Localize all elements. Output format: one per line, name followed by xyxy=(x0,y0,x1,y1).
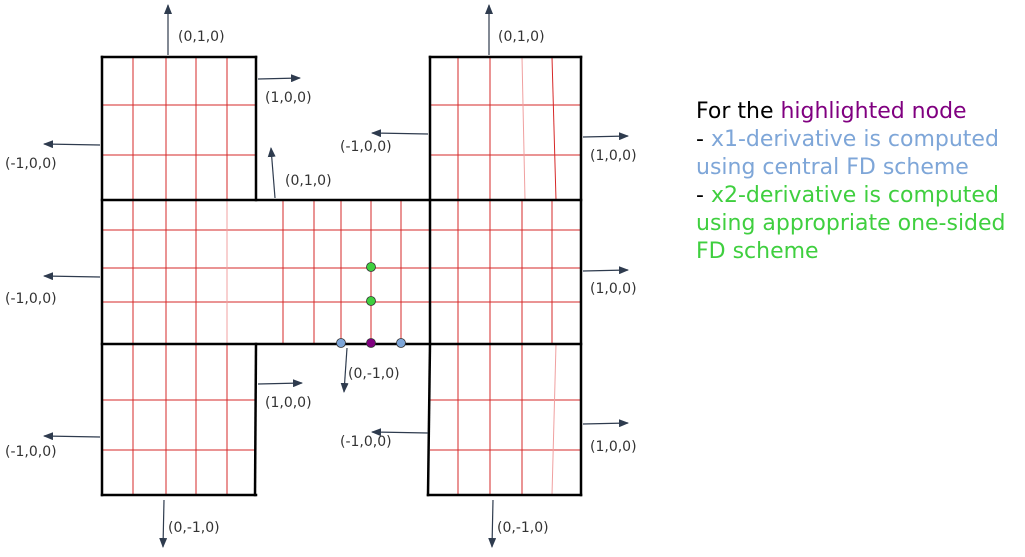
block-middle-right-grid xyxy=(430,200,581,344)
label-up-top-right: (0,1,0) xyxy=(498,29,545,45)
arrow-left-middle-left xyxy=(44,276,100,277)
block-bottom-left-grid xyxy=(102,344,256,495)
label-left-top-right: (-1,0,0) xyxy=(340,139,392,155)
label-right-bottom-left: (1,0,0) xyxy=(265,395,312,411)
label-right-bottom-right: (1,0,0) xyxy=(590,439,637,455)
arrow-left-top-left xyxy=(44,144,100,145)
node-central-left xyxy=(337,339,346,348)
label-left-middle-left: (-1,0,0) xyxy=(5,291,57,307)
legend-x1-line xyxy=(696,126,1021,182)
block-bottom-right-grid xyxy=(430,344,581,495)
border-left-inner-bottom xyxy=(255,344,256,495)
arrow-down-center xyxy=(344,348,347,392)
legend-dash-1: - xyxy=(696,127,711,152)
label-left-bottom-left: (-1,0,0) xyxy=(5,444,57,460)
node-one-sided-upper xyxy=(367,263,376,272)
arrow-right-bottom-left xyxy=(258,383,302,384)
legend-title-prefix: For the xyxy=(696,99,781,124)
arrow-right-top-left xyxy=(258,78,300,79)
label-down-bottom-left: (0,-1,0) xyxy=(168,520,220,536)
arrow-left-top-right xyxy=(372,133,428,134)
block-top-right-grid xyxy=(430,57,581,200)
arrow-right-middle-right xyxy=(583,270,628,271)
block-middle-left-grid xyxy=(102,200,256,344)
arrow-left-bottom-right xyxy=(372,432,428,433)
arrow-up-center xyxy=(271,148,275,198)
arrow-down-bottom-right xyxy=(492,500,493,547)
legend-highlighted-node: highlighted node xyxy=(780,99,967,124)
legend-x1-text: x1-derivative is computed using central FD scheme xyxy=(696,127,999,180)
legend-title xyxy=(696,98,1021,126)
arrow-left-bottom-left xyxy=(44,436,100,437)
label-left-bottom-right: (-1,0,0) xyxy=(340,434,392,450)
label-up-top-left: (0,1,0) xyxy=(178,29,225,45)
label-right-middle-right: (1,0,0) xyxy=(590,281,637,297)
border-right-inner-bottom xyxy=(428,344,430,495)
arrow-right-bottom-right xyxy=(583,423,628,424)
legend-text xyxy=(696,98,1021,266)
node-highlighted xyxy=(367,339,376,348)
grid-lines xyxy=(102,57,581,495)
arrow-right-top-right xyxy=(583,136,628,137)
label-up-center: (0,1,0) xyxy=(285,173,332,189)
block-center-grid xyxy=(256,200,430,344)
block-top-left-grid xyxy=(102,57,256,200)
label-right-top-right: (1,0,0) xyxy=(590,148,637,164)
label-right-top-left: (1,0,0) xyxy=(265,90,312,106)
normal-arrows xyxy=(44,5,628,547)
legend-x2-line xyxy=(696,182,1021,266)
arrow-down-bottom-left xyxy=(163,500,164,547)
label-down-bottom-right: (0,-1,0) xyxy=(497,520,549,536)
legend-dash-2: - xyxy=(696,183,711,208)
legend-x2-text: x2-derivative is computed using appropriate one-sided FD scheme xyxy=(696,183,1006,264)
node-one-sided-lower xyxy=(367,297,376,306)
label-down-center: (0,-1,0) xyxy=(348,366,400,382)
node-central-right xyxy=(397,339,406,348)
label-left-top-left: (-1,0,0) xyxy=(5,156,57,172)
